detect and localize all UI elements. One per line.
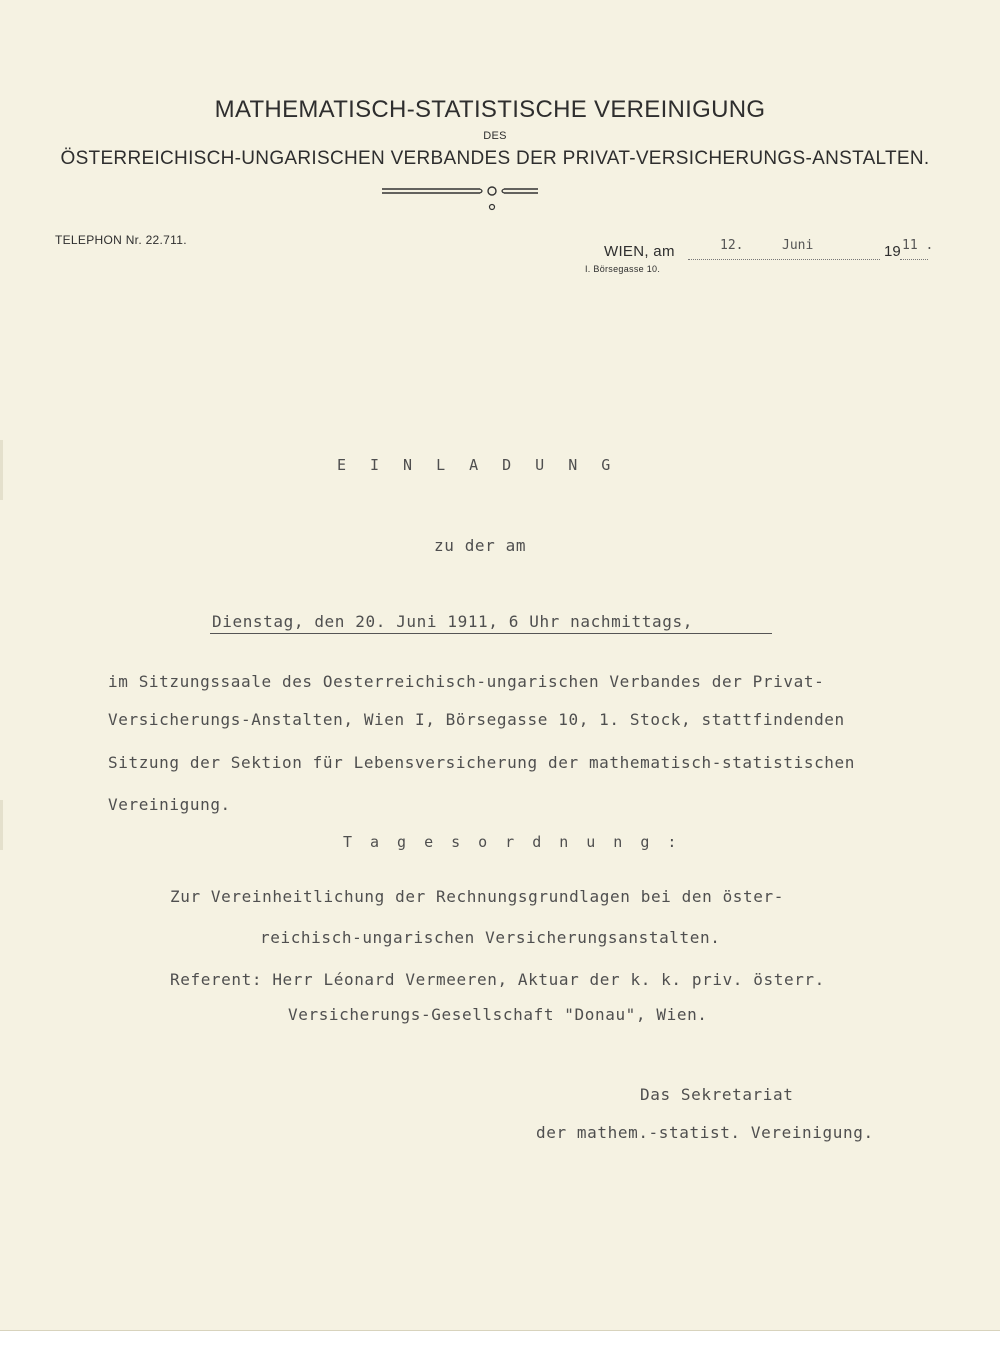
body-line: Sitzung der Sektion für Lebensversicherung der mathematisch-statistischen [108, 753, 855, 772]
agenda-heading: Tagesordnung: [343, 833, 695, 851]
date-dotted-line [688, 259, 880, 260]
page-edge-mark [0, 440, 3, 500]
date-year-prefix: 19 [884, 243, 901, 260]
city-label: WIEN, am [604, 243, 675, 260]
letterhead-subtitle: ÖSTERREICHISCH-UNGARISCHEN VERBANDES DER PRIVAT-VERSICHERUNGS-ANSTALTEN. [60, 148, 930, 169]
agenda-line: reichisch-ungarischen Versicherungsanstalten. [260, 928, 721, 947]
agenda-line: Referent: Herr Léonard Vermeeren, Aktuar der k. k. priv. österr. [170, 970, 825, 989]
body-line: Vereinigung. [108, 795, 231, 814]
date-year-suffix: 11 . [902, 238, 934, 253]
page-edge-mark [0, 800, 3, 850]
telephone-number: TELEPHON Nr. 22.711. [55, 233, 187, 247]
date-month: Juni [782, 238, 814, 253]
meeting-datetime: Dienstag, den 20. Juni 1911, 6 Uhr nachmittags, [212, 612, 693, 631]
signature-line: Das Sekretariat [640, 1085, 794, 1104]
date-day: 12. [720, 238, 744, 253]
agenda-line: Versicherungs-Gesellschaft "Donau", Wien. [288, 1005, 708, 1024]
signature-line: der mathem.-statist. Vereinigung. [536, 1123, 874, 1142]
letterhead-des: DES [483, 130, 507, 142]
letterhead-title: MATHEMATISCH-STATISTISCHE VEREINIGUNG [214, 96, 766, 123]
body-line: Versicherungs-Anstalten, Wien I, Börsegasse 10, 1. Stock, stattfindenden [108, 710, 845, 729]
letter-heading: EINLADUNG [337, 456, 635, 474]
street-address: I. Börsegasse 10. [585, 264, 661, 274]
agenda-line: Zur Vereinheitlichung der Rechnungsgrundlagen bei den öster- [170, 887, 784, 906]
ornament-divider-icon [380, 183, 620, 215]
intro-line: zu der am [434, 536, 527, 555]
year-dotted-line [900, 259, 928, 260]
body-line: im Sitzungssaale des Oesterreichisch-ungarischen Verbandes der Privat- [108, 672, 825, 691]
meeting-datetime-underline [210, 633, 772, 634]
